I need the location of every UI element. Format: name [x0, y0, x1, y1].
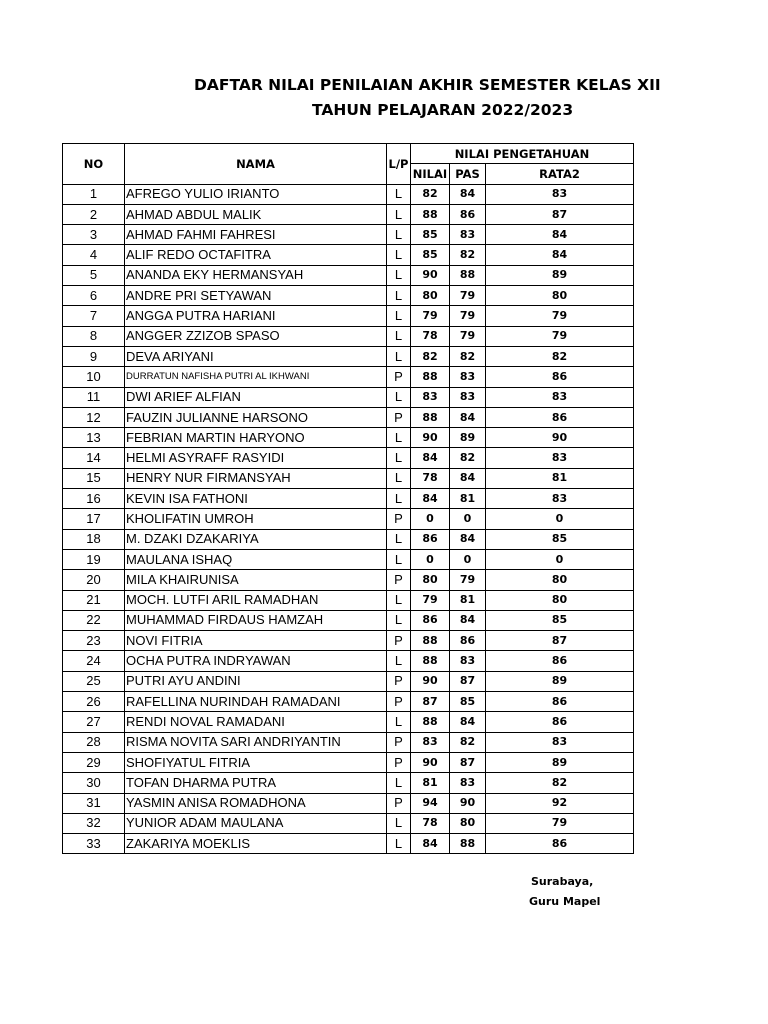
nilai-score: 90 [411, 265, 450, 285]
pas-score: 84 [450, 468, 486, 488]
rata2-score: 85 [486, 610, 634, 630]
pas-score: 82 [450, 448, 486, 468]
student-name: FAUZIN JULIANNE HARSONO [125, 407, 387, 427]
pas-score: 80 [450, 813, 486, 833]
table-row [63, 428, 634, 448]
rata2-score: 86 [486, 651, 634, 671]
row-number: 19 [63, 549, 125, 569]
student-name: M. DZAKI DZAKARIYA [125, 529, 387, 549]
pas-score: 79 [450, 570, 486, 590]
gender: L [387, 529, 411, 549]
nilai-score: 78 [411, 326, 450, 346]
student-name: MAULANA ISHAQ [125, 549, 387, 569]
gender: P [387, 631, 411, 651]
pas-score: 81 [450, 590, 486, 610]
grades-table [62, 143, 634, 854]
table-row [63, 631, 634, 651]
nilai-score: 84 [411, 834, 450, 854]
gender: L [387, 813, 411, 833]
pas-score: 84 [450, 712, 486, 732]
table-row [63, 326, 634, 346]
gender: P [387, 752, 411, 772]
header-rata2: RATA2 [486, 164, 634, 184]
student-name: MOCH. LUTFI ARIL RAMADHAN [125, 590, 387, 610]
student-name: ZAKARIYA MOEKLIS [125, 834, 387, 854]
pas-score: 79 [450, 326, 486, 346]
student-name: ALIF REDO OCTAFITRA [125, 245, 387, 265]
row-number: 5 [63, 265, 125, 285]
student-name: FEBRIAN MARTIN HARYONO [125, 428, 387, 448]
footer-city: Surabaya, [531, 875, 594, 888]
table-row [63, 204, 634, 224]
row-number: 31 [63, 793, 125, 813]
row-number: 13 [63, 428, 125, 448]
rata2-score: 86 [486, 712, 634, 732]
row-number: 29 [63, 752, 125, 772]
rata2-score: 84 [486, 225, 634, 245]
table-row [63, 265, 634, 285]
rata2-score: 81 [486, 468, 634, 488]
pas-score: 87 [450, 752, 486, 772]
rata2-score: 79 [486, 813, 634, 833]
gender: L [387, 448, 411, 468]
gender: L [387, 610, 411, 630]
row-number: 12 [63, 407, 125, 427]
nilai-score: 83 [411, 732, 450, 752]
nilai-score: 80 [411, 286, 450, 306]
row-number: 1 [63, 184, 125, 204]
row-number: 15 [63, 468, 125, 488]
pas-score: 83 [450, 773, 486, 793]
rata2-score: 89 [486, 265, 634, 285]
header-lp: L/P [387, 144, 411, 185]
nilai-score: 83 [411, 387, 450, 407]
nilai-score: 78 [411, 813, 450, 833]
row-number: 27 [63, 712, 125, 732]
student-name: ANANDA EKY HERMANSYAH [125, 265, 387, 285]
student-name: MUHAMMAD FIRDAUS HAMZAH [125, 610, 387, 630]
table-row [63, 570, 634, 590]
nilai-score: 84 [411, 448, 450, 468]
gender: L [387, 834, 411, 854]
nilai-score: 84 [411, 489, 450, 509]
row-number: 4 [63, 245, 125, 265]
gender: L [387, 225, 411, 245]
rata2-score: 90 [486, 428, 634, 448]
table-row [63, 793, 634, 813]
rata2-score: 83 [486, 489, 634, 509]
table-row [63, 184, 634, 204]
table-row [63, 610, 634, 630]
row-number: 11 [63, 387, 125, 407]
table-row [63, 692, 634, 712]
gender: L [387, 712, 411, 732]
gender: P [387, 692, 411, 712]
gender: P [387, 509, 411, 529]
table-row [63, 834, 634, 854]
table-row [63, 590, 634, 610]
nilai-score: 81 [411, 773, 450, 793]
student-name: MILA KHAIRUNISA [125, 570, 387, 590]
pas-score: 84 [450, 529, 486, 549]
rata2-score: 87 [486, 204, 634, 224]
document-title: DAFTAR NILAI PENILAIAN AKHIR SEMESTER KELAS XII [194, 76, 661, 94]
nilai-score: 86 [411, 610, 450, 630]
pas-score: 79 [450, 286, 486, 306]
table-row [63, 752, 634, 772]
rata2-score: 0 [486, 549, 634, 569]
rata2-score: 86 [486, 834, 634, 854]
row-number: 9 [63, 346, 125, 366]
nilai-score: 88 [411, 712, 450, 732]
rata2-score: 83 [486, 387, 634, 407]
gender: P [387, 732, 411, 752]
student-name: DEVA ARIYANI [125, 346, 387, 366]
table-row [63, 773, 634, 793]
pas-score: 0 [450, 509, 486, 529]
pas-score: 88 [450, 834, 486, 854]
student-name: RISMA NOVITA SARI ANDRIYANTIN [125, 732, 387, 752]
row-number: 22 [63, 610, 125, 630]
nilai-score: 79 [411, 306, 450, 326]
gender: L [387, 326, 411, 346]
gender: L [387, 590, 411, 610]
row-number: 17 [63, 509, 125, 529]
rata2-score: 80 [486, 590, 634, 610]
gender: L [387, 428, 411, 448]
rata2-score: 89 [486, 671, 634, 691]
pas-score: 82 [450, 245, 486, 265]
rata2-score: 80 [486, 570, 634, 590]
table-row [63, 529, 634, 549]
table-row [63, 489, 634, 509]
rata2-score: 82 [486, 346, 634, 366]
rata2-score: 0 [486, 509, 634, 529]
student-name: SHOFIYATUL FITRIA [125, 752, 387, 772]
row-number: 25 [63, 671, 125, 691]
student-name: DURRATUN NAFISHA PUTRI AL IKHWANI [125, 367, 387, 387]
row-number: 33 [63, 834, 125, 854]
gender: L [387, 306, 411, 326]
nilai-score: 90 [411, 671, 450, 691]
row-number: 23 [63, 631, 125, 651]
table-row [63, 407, 634, 427]
rata2-score: 79 [486, 306, 634, 326]
student-name: HENRY NUR FIRMANSYAH [125, 468, 387, 488]
nilai-score: 0 [411, 549, 450, 569]
table-row [63, 712, 634, 732]
table-row [63, 306, 634, 326]
gender: P [387, 570, 411, 590]
pas-score: 83 [450, 225, 486, 245]
gender: L [387, 346, 411, 366]
rata2-score: 86 [486, 407, 634, 427]
header-nilai-pengetahuan: NILAI PENGETAHUAN [411, 144, 634, 164]
rata2-score: 83 [486, 448, 634, 468]
table-row [63, 509, 634, 529]
row-number: 14 [63, 448, 125, 468]
student-name: PUTRI AYU ANDINI [125, 671, 387, 691]
pas-score: 88 [450, 265, 486, 285]
rata2-score: 82 [486, 773, 634, 793]
student-name: KHOLIFATIN UMROH [125, 509, 387, 529]
header-nama: NAMA [125, 144, 387, 185]
student-name: ANGGER ZZIZOB SPASO [125, 326, 387, 346]
table-row [63, 367, 634, 387]
pas-score: 83 [450, 651, 486, 671]
nilai-score: 86 [411, 529, 450, 549]
student-name: YUNIOR ADAM MAULANA [125, 813, 387, 833]
student-name: DWI ARIEF ALFIAN [125, 387, 387, 407]
pas-score: 83 [450, 387, 486, 407]
nilai-score: 80 [411, 570, 450, 590]
student-name: HELMI ASYRAFF RASYIDI [125, 448, 387, 468]
gender: L [387, 387, 411, 407]
rata2-score: 83 [486, 732, 634, 752]
rata2-score: 80 [486, 286, 634, 306]
table-row [63, 651, 634, 671]
student-name: KEVIN ISA FATHONI [125, 489, 387, 509]
row-number: 32 [63, 813, 125, 833]
table-row [63, 448, 634, 468]
gender: P [387, 671, 411, 691]
nilai-score: 88 [411, 651, 450, 671]
nilai-score: 85 [411, 245, 450, 265]
row-number: 6 [63, 286, 125, 306]
table-row [63, 468, 634, 488]
row-number: 24 [63, 651, 125, 671]
nilai-score: 0 [411, 509, 450, 529]
pas-score: 90 [450, 793, 486, 813]
pas-score: 89 [450, 428, 486, 448]
student-name: ANGGA PUTRA HARIANI [125, 306, 387, 326]
table-row [63, 549, 634, 569]
row-number: 16 [63, 489, 125, 509]
gender: L [387, 549, 411, 569]
nilai-score: 82 [411, 184, 450, 204]
gender: L [387, 204, 411, 224]
rata2-score: 92 [486, 793, 634, 813]
table-row [63, 813, 634, 833]
nilai-score: 87 [411, 692, 450, 712]
pas-score: 84 [450, 610, 486, 630]
footer-signer: Guru Mapel [529, 895, 601, 908]
student-name: YASMIN ANISA ROMADHONA [125, 793, 387, 813]
pas-score: 81 [450, 489, 486, 509]
gender: L [387, 468, 411, 488]
row-number: 30 [63, 773, 125, 793]
row-number: 8 [63, 326, 125, 346]
header-no: NO [63, 144, 125, 185]
rata2-score: 85 [486, 529, 634, 549]
nilai-score: 88 [411, 204, 450, 224]
gender: L [387, 773, 411, 793]
student-name: NOVI FITRIA [125, 631, 387, 651]
table-row [63, 346, 634, 366]
pas-score: 79 [450, 306, 486, 326]
nilai-score: 88 [411, 367, 450, 387]
header-pas: PAS [450, 164, 486, 184]
rata2-score: 84 [486, 245, 634, 265]
gender: L [387, 184, 411, 204]
row-number: 2 [63, 204, 125, 224]
row-number: 28 [63, 732, 125, 752]
nilai-score: 90 [411, 428, 450, 448]
pas-score: 86 [450, 631, 486, 651]
student-name: RENDI NOVAL RAMADANI [125, 712, 387, 732]
gender: L [387, 489, 411, 509]
row-number: 3 [63, 225, 125, 245]
document-subtitle: TAHUN PELAJARAN 2022/2023 [312, 101, 574, 119]
student-name: ANDRE PRI SETYAWAN [125, 286, 387, 306]
rata2-score: 86 [486, 692, 634, 712]
nilai-score: 85 [411, 225, 450, 245]
student-name: OCHA PUTRA INDRYAWAN [125, 651, 387, 671]
row-number: 10 [63, 367, 125, 387]
row-number: 21 [63, 590, 125, 610]
table-row [63, 225, 634, 245]
nilai-score: 90 [411, 752, 450, 772]
student-name: AHMAD FAHMI FAHRESI [125, 225, 387, 245]
student-name: RAFELLINA NURINDAH RAMADANI [125, 692, 387, 712]
gender: L [387, 651, 411, 671]
nilai-score: 82 [411, 346, 450, 366]
gender: P [387, 407, 411, 427]
table-row [63, 671, 634, 691]
gender: L [387, 286, 411, 306]
nilai-score: 88 [411, 631, 450, 651]
nilai-score: 94 [411, 793, 450, 813]
header-nilai: NILAI [411, 164, 450, 184]
pas-score: 86 [450, 204, 486, 224]
student-name: AHMAD ABDUL MALIK [125, 204, 387, 224]
nilai-score: 88 [411, 407, 450, 427]
row-number: 20 [63, 570, 125, 590]
pas-score: 84 [450, 407, 486, 427]
nilai-score: 79 [411, 590, 450, 610]
table-row [63, 387, 634, 407]
rata2-score: 86 [486, 367, 634, 387]
pas-score: 82 [450, 732, 486, 752]
pas-score: 85 [450, 692, 486, 712]
nilai-score: 78 [411, 468, 450, 488]
rata2-score: 87 [486, 631, 634, 651]
rata2-score: 79 [486, 326, 634, 346]
pas-score: 84 [450, 184, 486, 204]
table-row [63, 732, 634, 752]
row-number: 26 [63, 692, 125, 712]
pas-score: 87 [450, 671, 486, 691]
student-name: TOFAN DHARMA PUTRA [125, 773, 387, 793]
pas-score: 0 [450, 549, 486, 569]
student-name: AFREGO YULIO IRIANTO [125, 184, 387, 204]
table-row [63, 286, 634, 306]
pas-score: 82 [450, 346, 486, 366]
rata2-score: 89 [486, 752, 634, 772]
pas-score: 83 [450, 367, 486, 387]
gender: P [387, 367, 411, 387]
row-number: 18 [63, 529, 125, 549]
rata2-score: 83 [486, 184, 634, 204]
gender: L [387, 265, 411, 285]
table-row [63, 245, 634, 265]
row-number: 7 [63, 306, 125, 326]
gender: P [387, 793, 411, 813]
gender: L [387, 245, 411, 265]
